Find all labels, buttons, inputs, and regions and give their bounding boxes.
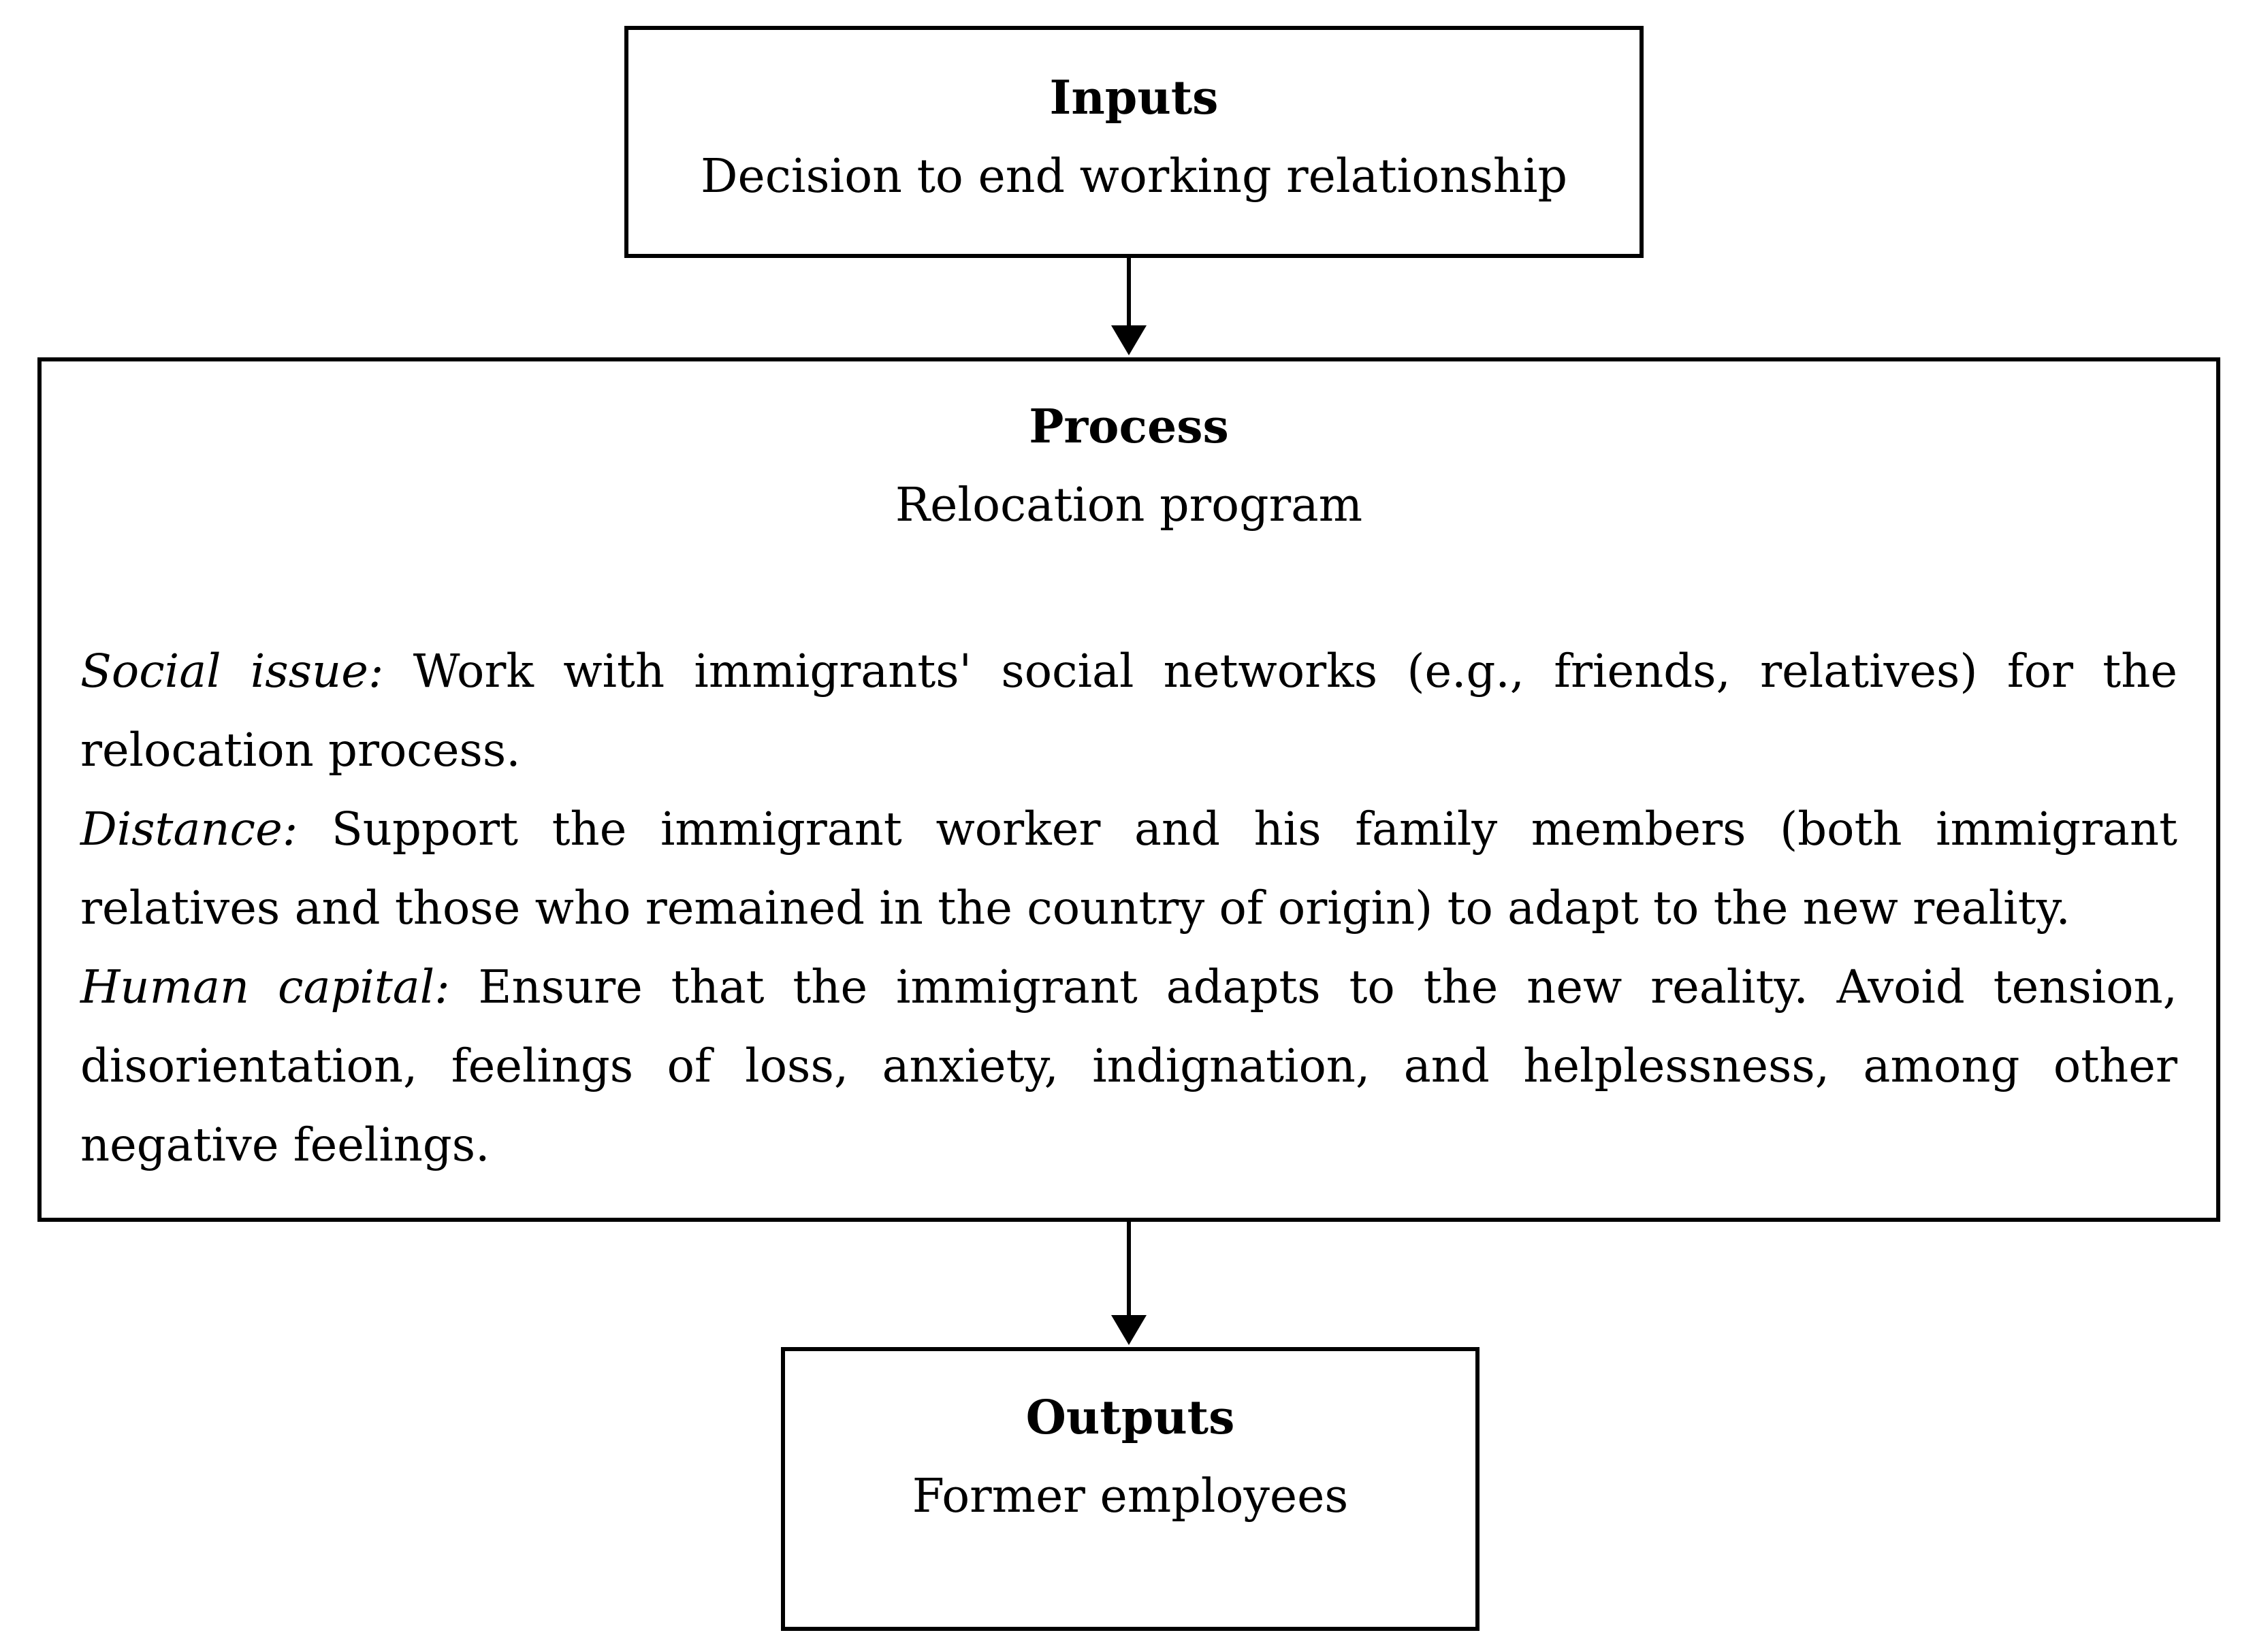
outputs-title: Outputs	[1025, 1391, 1235, 1445]
outputs-box	[781, 1347, 1480, 1631]
process-item-label: Human capital:	[80, 960, 450, 1014]
process-item-social-issue	[80, 632, 2177, 790]
arrow-process-to-outputs	[1111, 1222, 1147, 1345]
process-item-text: Support the immigrant worker and his family members (both immigrant relatives and those who remained in the country of origin) to adapt to the new reality.	[80, 803, 2177, 935]
process-item-human-capital	[80, 948, 2177, 1184]
process-subtitle: Relocation program	[895, 479, 1363, 532]
process-title: Process	[1029, 400, 1229, 454]
process-item-text: Work with immigrants' social networks (e.g., friends, relatives) for the relocation process.	[80, 645, 2177, 777]
inputs-title: Inputs	[1049, 71, 1219, 125]
outputs-text: Former employees	[912, 1470, 1349, 1523]
process-item-distance	[80, 790, 2177, 948]
arrow-inputs-to-process	[1111, 258, 1147, 355]
process-item-text: Ensure that the immigrant adapts to the new reality. Avoid tension, disorientation, feelings of loss, anxiety, indignation, and helplessness, among other negative feelings.	[80, 960, 2177, 1171]
process-item-label: Social issue:	[80, 645, 384, 698]
inputs-box	[624, 26, 1644, 258]
inputs-text: Decision to end working relationship	[700, 150, 1567, 204]
process-box	[37, 357, 2220, 1222]
process-item-label: Distance:	[80, 803, 298, 856]
process-details	[80, 632, 2177, 1184]
